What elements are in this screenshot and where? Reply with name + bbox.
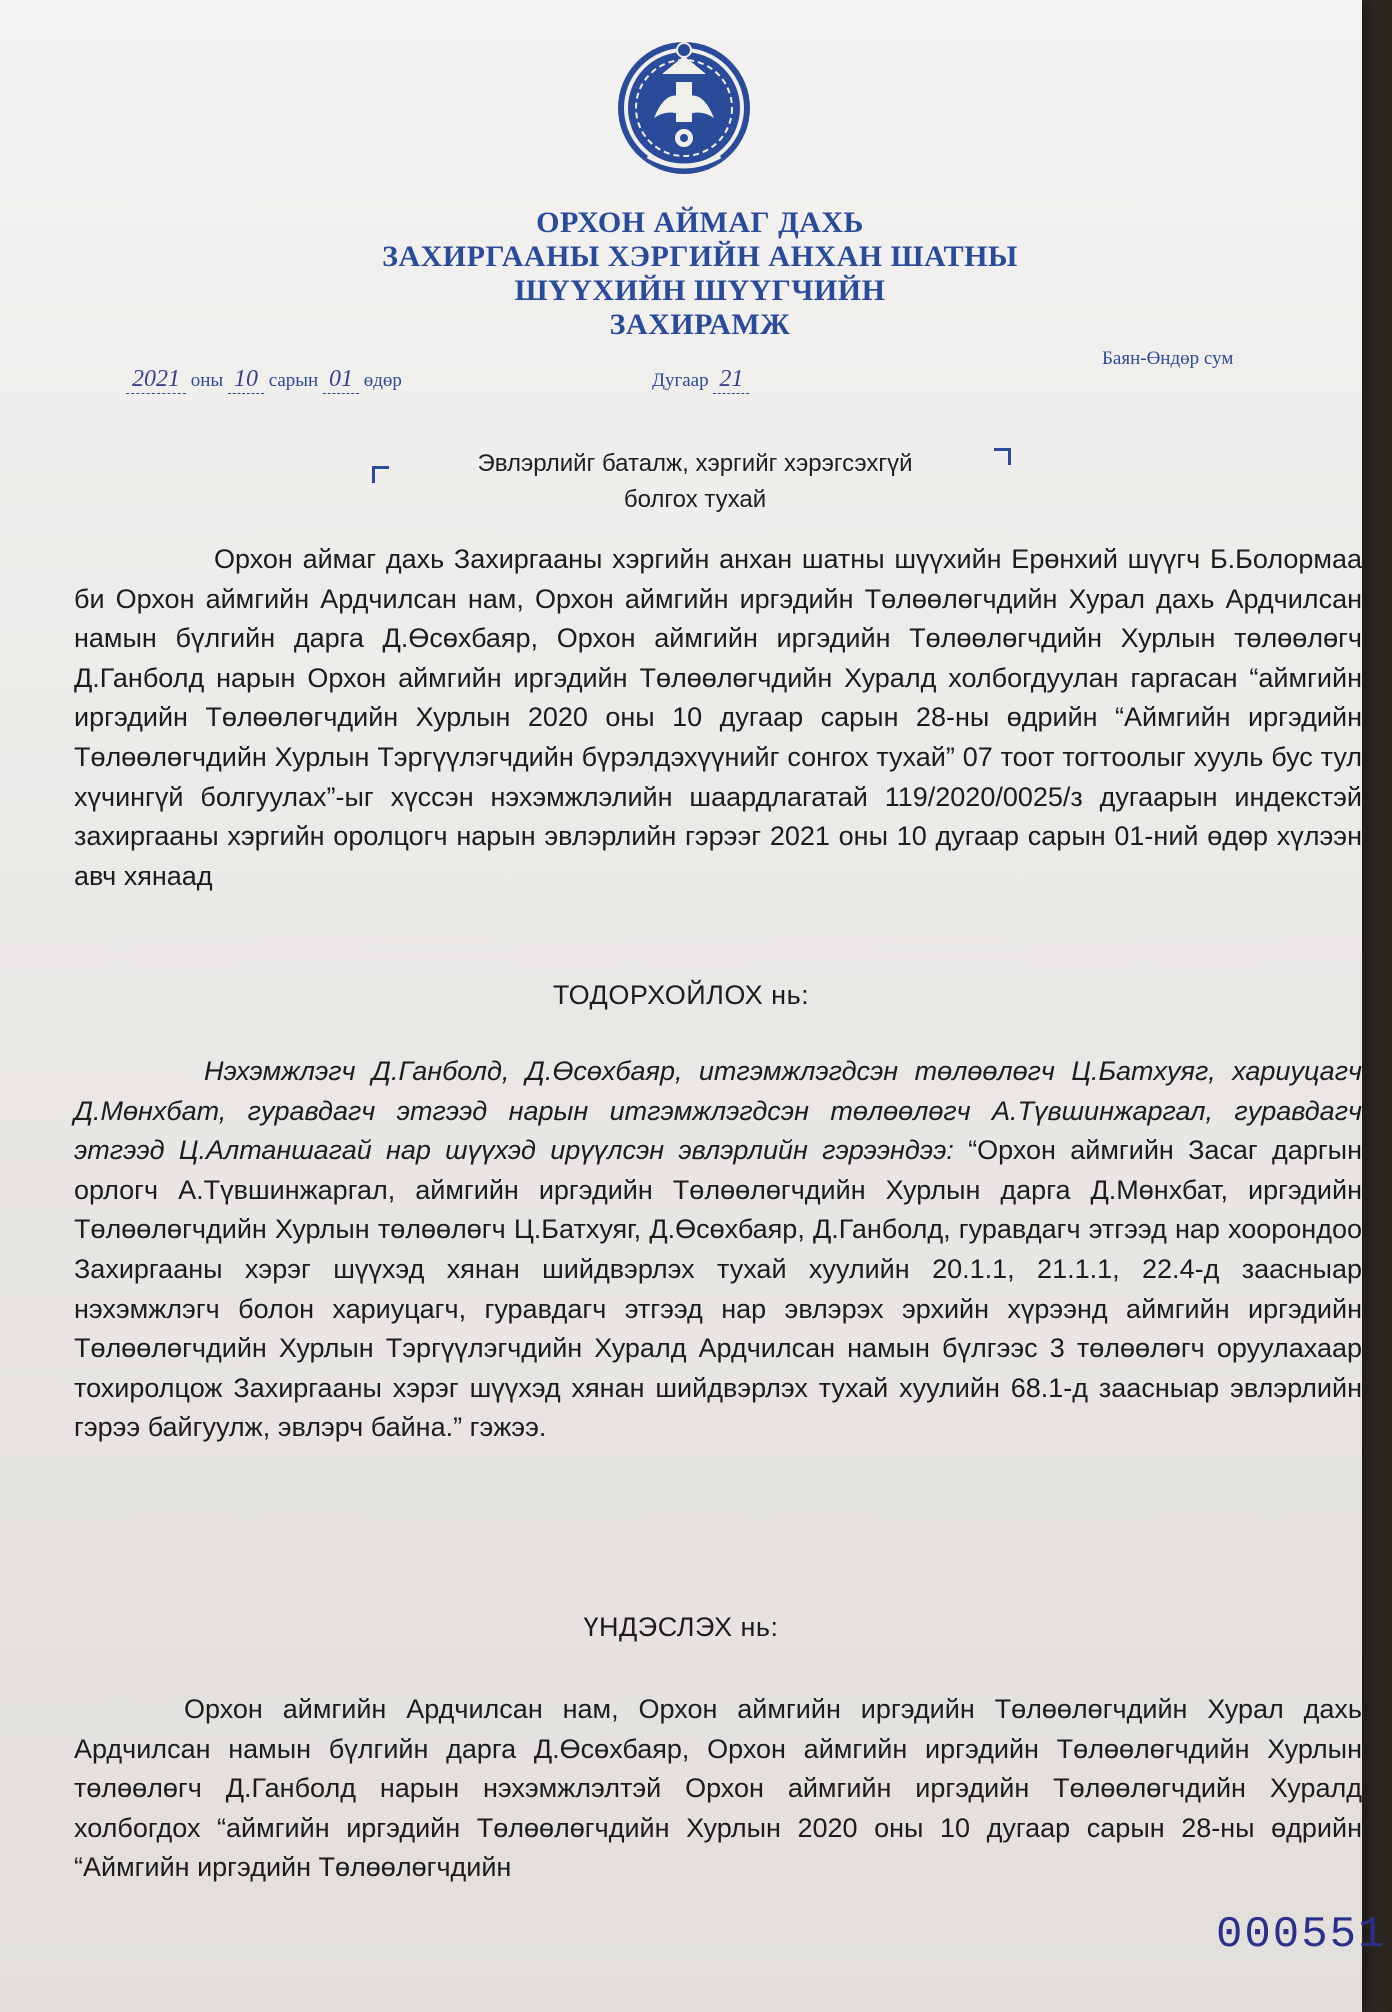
findings-paragraph-quote: “Орхон аймгийн Засаг даргын орлогч А.Түвшинжаргал, аймгийн иргэдийн Төлөөлөгчдийн Хурлын дарга Д.Мөнхбат, иргэдийн Төлөөлөгчдийн Хурлын төлөөлөгч Ц.Батхуяг, Д.Өсөхбаяр, Д.Ганболд, гуравдагч этгээд нар хоорондоо Захиргааны хэрэг шүүхэд хянан шийдвэрлэх тухай хуулийн 20.1.1, 21.1.1, 22.4-д заасныар нэхэмжлэгч болон хариуцагч, гуравдагч этгээд нар эвлэрэх эрхийн хүрээнд аймгийн иргэдийн Төлөөлөгчдийн Хурлын Тэргүүлэгчдийн Хуралд Ардчилсан намын бүлгээс 3 төлөөлөгч оруулахаар тохиролцож Захиргааны хэрэг шүүхэд хянан шийдвэрлэх тухай хуулийн 68.1-д заасныар эвлэрлийн гэрээ байгуулж, эвлэрч байна.” гэжээ. [74, 1135, 1362, 1443]
document-place: Баян-Өндөр сум [1102, 348, 1234, 369]
page-stamp-number: 000551 [1216, 1910, 1387, 1960]
intro-paragraph: Орхон аймаг дахь Захиргааны хэргийн анхан шатны шүүхийн Ерөнхий шүүгч Б.Болормаа би Орхон аймгийн Ардчилсан нам, Орхон аймгийн иргэдийн Төлөөлөгчдийн Хурал дахь Ардчилсан намын бүлгийн дарга Д.Өсөхбаяр, Орхон аймгийн иргэдийн Төлөөлөгчдийн Хурлын төлөөлөгч Д.Ганболд нарын Орхон аймгийн иргэдийн Төлөөлөгчдийн Хуралд холбогдуулан гаргасан “аймгийн иргэдийн Төлөөлөгчдийн Хурлын 2020 оны 10 дугаар сарын 28-ны өдрийн “Аймгийн иргэдийн Төлөөлөгчдийн Хурлын Тэргүүлэгчдийн бүрэлдэхүүнийг сонгох тухай” 07 тоот тогтоолыг хууль бус тул хүчингүй болгуулах”-ыг хүссэн нэхэмжлэлийн шаардлагатай 119/2020/0025/з дугаарын индекстэй захиргааны хэргийн оролцогч нарын эвлэрлийн гэрээг 2021 оны 10 дугаар сарын 01-ний өдөр хүлээн авч хянаад [74, 544, 1362, 891]
findings-paragraph-italic: Нэхэмжлэгч Д.Ганболд, Д.Өсөхбаяр, итгэмжлэгдсэн төлөөлөгч Ц.Батхуяг, хариуцагч Д.Мөнхбат, гуравдагч этгээд нарын итгэмжлэгдсэн төлөөлөгч А.Түвшинжаргал, гуравдагч этгээд Ц.Алтаншагай нар шүүхэд ирүүлсэн эвлэрлийн гэрээндээ: [74, 1056, 1362, 1166]
date-year-suffix: оны [190, 370, 224, 391]
findings-paragraph [74, 1052, 1362, 1448]
number-label: Дугаар [652, 370, 709, 391]
document-subject [370, 446, 1020, 518]
section-heading-findings: ТОДОРХОЙЛОХ нь: [552, 980, 810, 1010]
date-day: 01 [323, 366, 359, 394]
section-heading-grounds: ҮНДЭСЛЭХ нь: [583, 1612, 779, 1642]
document-type: ЗАХИРАМЖ [609, 308, 791, 341]
court-title-line: ШҮҮХИЙН ШҮҮГЧИЙН [514, 274, 886, 307]
document-date [126, 366, 402, 394]
document-number [652, 366, 749, 394]
court-title [300, 206, 1100, 342]
subject-line: Эвлэрлийг баталж, хэргийг хэрэгсэхгүй [477, 450, 913, 477]
document-meta [126, 348, 1266, 410]
mongolia-state-emblem-icon [604, 26, 764, 186]
number-value: 21 [713, 366, 749, 394]
date-day-suffix: өдөр [363, 370, 402, 391]
date-month-suffix: сарын [268, 370, 319, 391]
grounds-paragraph: Орхон аймгийн Ардчилсан нам, Орхон аймгийн иргэдийн Төлөөлөгчдийн Хурал дахь Ардчилсан намын бүлгийн дарга Д.Өсөхбаяр, Орхон аймгийн иргэдийн Төлөөлөгчдийн Хурлын төлөөлөгч Д.Ганболд нарын нэхэмжлэлтэй Орхон аймгийн иргэдийн Төлөөлөгчдийн Хуралд холбогдох “аймгийн иргэдийн Төлөөлөгчдийн Хурлын 2020 оны 10 дугаар сарын 28-ны өдрийн “Аймгийн иргэдийн Төлөөлөгчдийн [74, 1694, 1362, 1883]
date-month: 10 [228, 366, 264, 394]
court-title-line: ЗАХИРГААНЫ ХЭРГИЙН АНХАН ШАТНЫ [382, 240, 1018, 273]
date-year: 2021 [126, 366, 186, 394]
court-title-line: ОРХОН АЙМАГ ДАХЬ [536, 206, 864, 239]
subject-line: болгох тухай [623, 486, 767, 513]
